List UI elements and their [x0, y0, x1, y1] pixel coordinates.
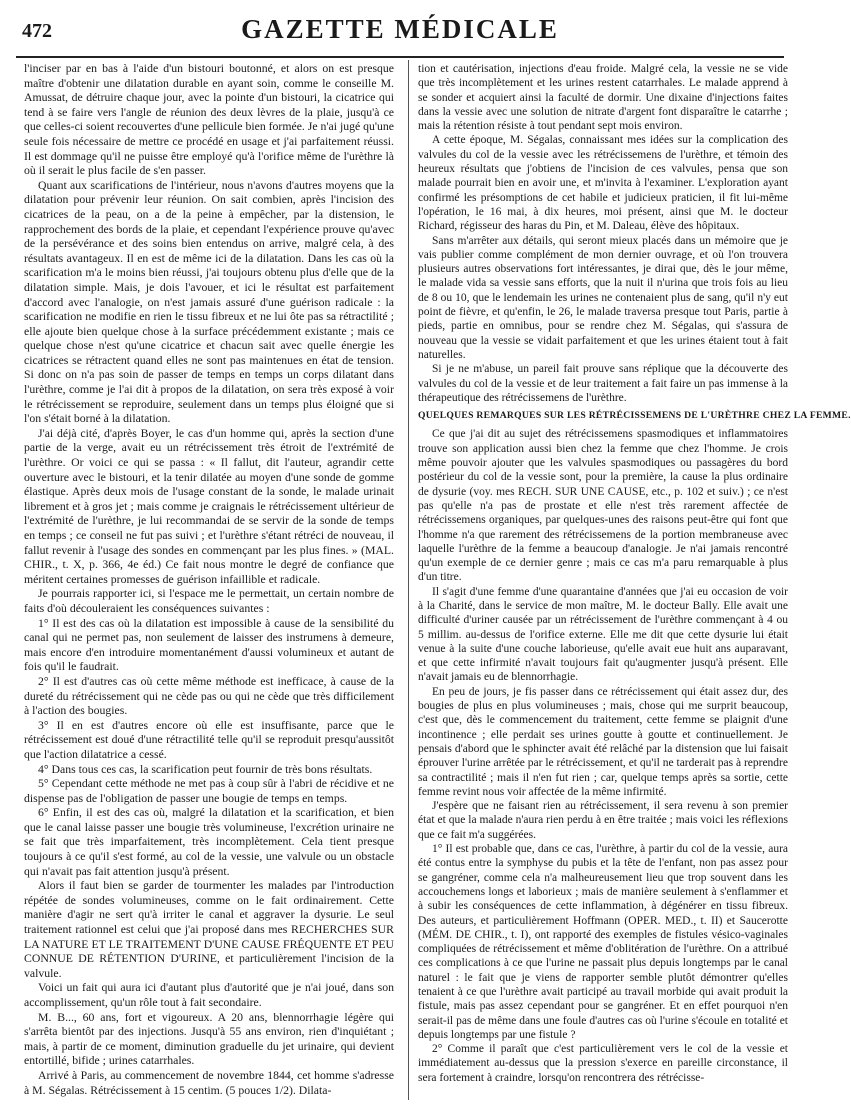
paragraph: 3° Il en est d'autres encore où elle est insuffisante, parce que le rétrécissement est doué d'une rétractilité telle qu'il se reproduit presqu'aussitôt que l'action dilatatrice a cessé.: [24, 718, 394, 761]
paragraph: 2° Il est d'autres cas où cette même méthode est inefficace, à cause de la dureté du rétrécissement qui ne cède pas ou qui ne cède que très difficilement à l'action des bougies.: [24, 674, 394, 718]
paragraph: Si je ne m'abuse, un pareil fait prouve sans réplique que la découverte des valvules du col de la vessie et de leur traitement a fait faire un pas immense à la thérapeutique des rétrécissemens de l'urèthre.: [418, 363, 788, 404]
section-heading: QUELQUES REMARQUES SUR LES RÉTRÉCISSEMENS DE L'URÈTHRE CHEZ LA FEMME.: [418, 410, 851, 422]
column-divider: [408, 60, 409, 1100]
page-number: 472: [22, 20, 52, 42]
paragraph: J'espère que ne faisant rien au rétrécissement, il sera revenu à son premier état et que la malade n'aura rien perdu à en être traitée ; mais voici les réflexions que ce fait m'a suggérées.: [418, 800, 788, 841]
journal-title: GAZETTE MÉDICALE: [241, 14, 559, 44]
paragraph: Il s'agit d'une femme d'une quarantaine d'années que j'ai eu occasion de voir à la Charité, dans le service de mon maître, M. le docteur Bally. Elle avait une difficulté d'uriner causée par un rétrécissement de l'urèthre commençant à 4 ou 5 millim. au-dessus de l'orifice externe. Elle me dit que cette dysurie lui était venue à la suite d'une couche laborieuse, qu'elle avait eue huit ans auparavant, et que cette infirmité n'avait toujours fait qu'augmenter jusqu'à présent. Elle n'avait jamais eu de blennorrhagie.: [418, 585, 788, 684]
paragraph: l'inciser par en bas à l'aide d'un bistouri boutonné, et alors on est presque maître d'obtenir une dilatation durable en ayant soin, comme le conseille M. Amussat, de détruire chaque jour, avec la pointe d'un bistouri, la cicatrice qui tend à se faire vers l'angle de réunion des deux lèvres de la plaie, jusqu'à ce que celles-ci soient recouvertes d'une pellicule bien formée. Je n'ai jugé qu'une seule fois nécessaire de mettre ce procédé en usage et j'ai parfaitement réussi. Il est dommage qu'il ne puisse être employé qu'à l'orifice même de l'urèthre là où il serait le plus facile de s'en passer.: [24, 62, 394, 178]
paragraph: 1° Il est probable que, dans ce cas, l'urèthre, à partir du col de la vessie, aura été contus entre la symphyse du pubis et la tête de l'enfant, non pas assez pour se gangréner, comme cela n'a malheureusement lieu que trop souvent dans les accouchemens longs et laborieux ; mais de manière seulement à s'enflammer et à subir les conséquences de cette inflammation, à dégénérer en tissu fibreux. Des auteurs, et particulièrement Hoffmann (OPER. MED., t. II) et Saucerotte (MÉM. DE CHIR., t. I), ont rapporté des exemples de fistules vésico-vaginales compliquées de rétrécissement et même d'oblitération de l'urèthre. On a attribué ces complications à ce que l'urine ne passait plus depuis longtemps par le canal naturel : le fait que je viens de rapporter semble plutôt démontrer qu'elles tenaient à ce que l'urèthre avait participé au travail morbide qui avait produit la fistule, mais pas assez cependant pour se gangréner. Et en effet pourquoi n'en serait-il pas de même dans une foule d'autres cas où l'urine s'écoule en totalité et depuis longtemps par une fistule ?: [418, 843, 788, 1041]
paragraph: Alors il faut bien se garder de tourmenter les malades par l'introduction répétée de sondes volumineuses, comme on le fait ordinairement. Cette manière d'agir ne sert qu'à irriter le canal et aggraver la dysurie. Le seul traitement rationnel est celui que j'ai proposé dans mes RECHERCHES SUR LA NATURE ET LE TRAITEMENT D'UNE CAUSE FRÉQUENTE ET PEU CONNUE DE RÉTENTION D'URINE, et particulièrement l'incision de la valvule.: [24, 879, 394, 980]
paragraph: 6° Enfin, il est des cas où, malgré la dilatation et la scarification, et bien que le canal laisse passer une bougie très volumineuse, l'excrétion urinaire ne se fait que très imparfaitement, très incomplètement. Cela tient presque toujours à ce qu'il s'est formé, au col de la vessie, une valvule ou un obstacle qui n'avait pas fait attention jusqu'à présent.: [24, 806, 394, 878]
paragraph: Sans m'arrêter aux détails, qui seront mieux placés dans un mémoire que je vais publier comme complément de mon dernier ouvrage, et où l'on trouvera plusieurs autres observations fort intéressantes, je dirai que, dès le jour même, le malade vida sa vessie sans efforts, que la nuit il n'urina que trois fois au lieu de 8 ou 10, que le lendemain les urines ne contenaient plus de sang, qu'il n'y eut point de fièvre, et qu'enfin, le 26, le malade traversa presque tout Paris, partie à pieds, partie en omnibus, pour se rendre chez M. Ségalas, qui s'assura de nouveau que la vessie se vidait parfaitement et que les urines étaient tout à fait naturelles.: [418, 234, 788, 361]
paragraph: A cette époque, M. Ségalas, connaissant mes idées sur la complication des valvules du col de la vessie avec les rétrécissemens de l'urèthre, et témoin des heureux résultats que j'obtiens de l'incision de ces valvules, pensa que son malade pourrait bien en avoir une, et m'invita à l'examiner. L'exploration ayant confirmé les présomptions de cet habile et judicieux praticien, il fit lui-même l'opération, le 16 mai, à dix heures, moi présent, ainsi que M. le docteur Richard, régisseur des haras du Pin, et M. Daleau, élève des hôpitaux.: [418, 134, 788, 233]
paragraph: Voici un fait qui aura ici d'autant plus d'autorité que je n'ai joué, dans son accomplissement, qu'un rôle tout à fait secondaire.: [24, 981, 394, 1009]
paragraph: Je pourrais rapporter ici, si l'espace me le permettait, un certain nombre de faits d'où découleraient les conséquences suivantes :: [24, 587, 394, 615]
paragraph: 5° Cependant cette méthode ne met pas à coup sûr à l'abri de récidive et ne dispense pas de l'obligation de passer une bougie de temps en temps.: [24, 777, 394, 805]
right-column: [418, 62, 851, 1085]
paragraph: Quant aux scarifications de l'intérieur, nous n'avons d'autres moyens que la dilatation pour prévenir leur réunion. On sait combien, après l'incision des cicatrices de la peau, on a de la peine à empêcher, par la distension, le rapprochement des bords de la plaie, et cependant l'expérience prouve qu'avec de la persévérance et des soins bien entendus on arrive, malgré cela, à des résultats avantageux. Il en est de même ici de la dilatation. Dans les cas où la scarification m'a le moins bien réussi, j'ai toujours obtenu plus d'elle que de la dilatation simple. Mais, je dois l'avouer, et ici le résultat est parfaitement d'accord avec l'analogie, on n'est jamais assuré d'une guérison radicale : la scarification ne modifie en rien le tissu fibreux et ne lui ôte pas sa rétractilité ; elle ajoute bien quelque chose à la surface précédemment existante ; mais ce quelque chose n'est qu'une cicatrice et chacun sait avec quelle énergie les cicatrices se rétractent quand elles ne sont pas maintenues en état de tension. Si donc on n'a pas soin de passer de temps en temps un corps dilatant dans l'urèthre, comme je l'ai dit à propos de la dilatation, on sera très exposé à voir le rétrécissement se reproduire, seulement dans un temps plus éloigné que si l'on s'était borné à la dilatation.: [24, 178, 394, 426]
paragraph: Ce que j'ai dit au sujet des rétrécissemens spasmodiques et inflammatoires trouve son application aussi bien chez la femme que chez l'homme. Je crois même pouvoir ajouter que les valvules spasmodiques ou passagères du bord postérieur du col de la vessie sont, pour la première, la cause la plus ordinaire de dysurie (voy. mes RECH. SUR UNE CAUSE, etc., p. 102 et suiv.) ; ce n'est pas qu'elle n'a pas de prostate et elle n'est très rarement affectée de rétrécissemens organiques, par quelques-unes des raisons peut-être qui font que l'homme n'a que rarement des rétrécissemens de la portion membraneuse avec laquelle l'urèthre de la femme a beaucoup d'analogie. Je n'ai jamais rencontré qu'un exemple de ce dernier genre ; mais ce cas m'a paru remarquable à plus d'un titre.: [418, 428, 788, 584]
paragraph: tion et cautérisation, injections d'eau froide. Malgré cela, la vessie ne se vide que très incomplètement et les urines restent catarrhales. Le malade apprend à se sonder et acquiert ainsi la faculté de dormir. Une dixaine d'injections faites dans la vessie avec une solution de nitrate d'argent font disparaître le catarrhe ; mais la rétention résiste à tout pendant sept mois environ.: [418, 63, 788, 133]
paragraph: Arrivé à Paris, au commencement de novembre 1844, cet homme s'adresse à M. Ségalas. Rétrécissement à 15 centim. (5 pouces 1/2). Dilata-: [24, 1068, 394, 1097]
header-rule: [16, 56, 784, 58]
paragraph: 1° Il est des cas où la dilatation est impossible à cause de la sensibilité du canal qui ne permet pas, non seulement de laisser des instrumens à demeure, mais encore d'en introduire momentanément d'aussi volumineux et autant de fois qu'il le faudrait.: [24, 616, 394, 674]
paragraph: 4° Dans tous ces cas, la scarification peut fournir de très bons résultats.: [38, 762, 373, 776]
paragraph: 2° Comme il paraît que c'est particulièrement vers le col de la vessie et immédiatement au-dessus que la pression s'exerce en pareille circonstance, il sera fortement à craindre, lorsqu'on rencontrera des rétrécisse-: [418, 1043, 788, 1084]
paragraph: J'ai déjà cité, d'après Boyer, le cas d'un homme qui, après la section d'une partie de la verge, avait eu un rétrécissement très étroit de l'extrémité de l'urèthre. Or voici ce qui se passa : « Il fallut, dit l'auteur, agrandir cette ouverture avec le bistouri, et la tenir dilatée au moyen d'une sonde de gomme élastique. Après deux mois de l'usage constant de la sonde, le malade urinait librement et à gros jet ; mais comme je craignais le rétrécissement ultérieur de l'extrémité de l'urèthre, je lui recommandai de se servir de la sonde de temps en temps ; ce conseil ne fut pas suivi ; et l'urèthre s'étant rétréci de nouveau, il fallut revenir à l'usage des sondes en commençant par les plus fines. » (MAL. CHIR., t. X, p. 366, 4e éd.) Ce fait nous montre le degré de confiance que méritent certaines promesses de guérison infaillible et radicale.: [24, 426, 394, 586]
paragraph: En peu de jours, je fis passer dans ce rétrécissement qui était assez dur, des bougies de plus en plus volumineuses ; mais, chose qui me surprit beaucoup, c'est que, dès le commencement du traitement, cette femme se plaignit d'une incontinence ; elle perdait ses urines goutte à goutte et continuellement. Je pensais d'abord que le sphincter avait été relâché par la distension que lui faisait éprouver l'urine arrêtée par le rétrécissement, et qu'il ne tarderait pas à reprendre sa contractilité ; mais il n'en fut rien ; car, quelque temps après sa sortie, cette femme revint nous voir affectée de la même infirmité.: [418, 685, 788, 798]
paragraph: M. B..., 60 ans, fort et vigoureux. A 20 ans, blennorrhagie légère qui s'arrêta bientôt par des injections. Jusqu'à 55 ans environ, rien d'inquiétant ; mais, à partir de ce moment, diminution graduelle du jet urinaire, qui devient entortillé, bifide ; urines catarrhales.: [24, 1010, 394, 1068]
left-column: [24, 62, 394, 1098]
